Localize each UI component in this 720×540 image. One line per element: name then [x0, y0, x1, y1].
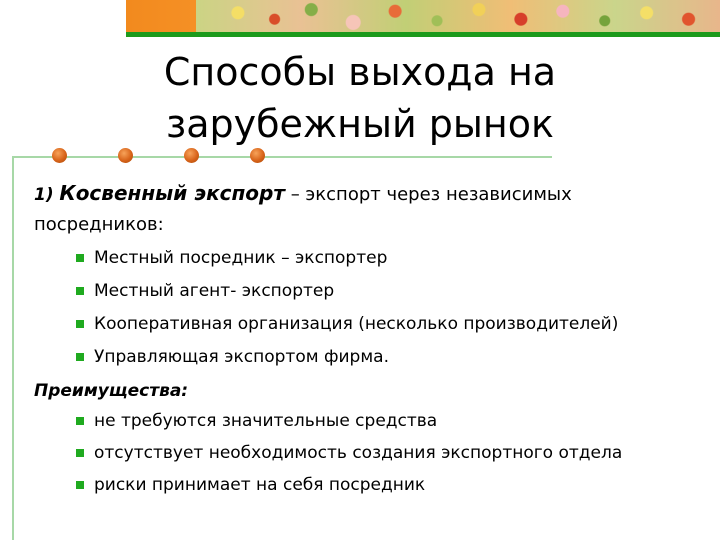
green-square-bullet-icon: [76, 417, 84, 425]
list-item-text: отсутствует необходимость создания экспортного отдела: [94, 443, 623, 463]
advantages-list: [76, 409, 694, 497]
green-square-bullet-icon: [76, 254, 84, 262]
list-item: [76, 409, 694, 433]
left-divider: [12, 156, 14, 540]
list-item-text: Местный агент- экспортер: [94, 281, 335, 301]
list-item: [76, 473, 694, 497]
green-square-bullet-icon: [76, 287, 84, 295]
intro-number: 1): [34, 185, 54, 205]
list-item: [76, 441, 694, 465]
list-item: [76, 246, 694, 270]
advantages-heading: Преимущества:: [34, 381, 189, 401]
intro-text: – экспорт через независимых посредников:: [34, 184, 572, 235]
green-square-bullet-icon: [76, 320, 84, 328]
orange-dot-icon: [250, 148, 265, 163]
top-green-band: [126, 32, 720, 37]
list-item: [76, 279, 694, 303]
list-item: [76, 312, 694, 336]
orange-dot-icon: [52, 148, 67, 163]
slide-title-line-1: Способы выхода на: [163, 50, 557, 94]
list-item-text: Местный посредник – экспортер: [94, 248, 388, 268]
title-divider: [12, 156, 552, 158]
top-decorative-photo: [196, 0, 720, 32]
green-square-bullet-icon: [76, 481, 84, 489]
green-square-bullet-icon: [76, 449, 84, 457]
intermediary-list: [76, 246, 694, 369]
green-square-bullet-icon: [76, 353, 84, 361]
slide-body: [34, 178, 694, 505]
intro-paragraph: [34, 178, 694, 240]
list-item-text: не требуются значительные средства: [94, 411, 438, 431]
intro-heading: Косвенный экспорт: [59, 181, 285, 205]
list-item-text: риски принимает на себя посредник: [94, 475, 426, 495]
slide-title: [0, 46, 720, 150]
slide-title-line-2: зарубежный рынок: [166, 102, 554, 146]
orange-dot-icon: [184, 148, 199, 163]
list-item: [76, 345, 694, 369]
orange-dot-icon: [118, 148, 133, 163]
list-item-text: Управляющая экспортом фирма.: [94, 347, 389, 367]
list-item-text: Кооперативная организация (несколько производителей): [94, 314, 619, 334]
